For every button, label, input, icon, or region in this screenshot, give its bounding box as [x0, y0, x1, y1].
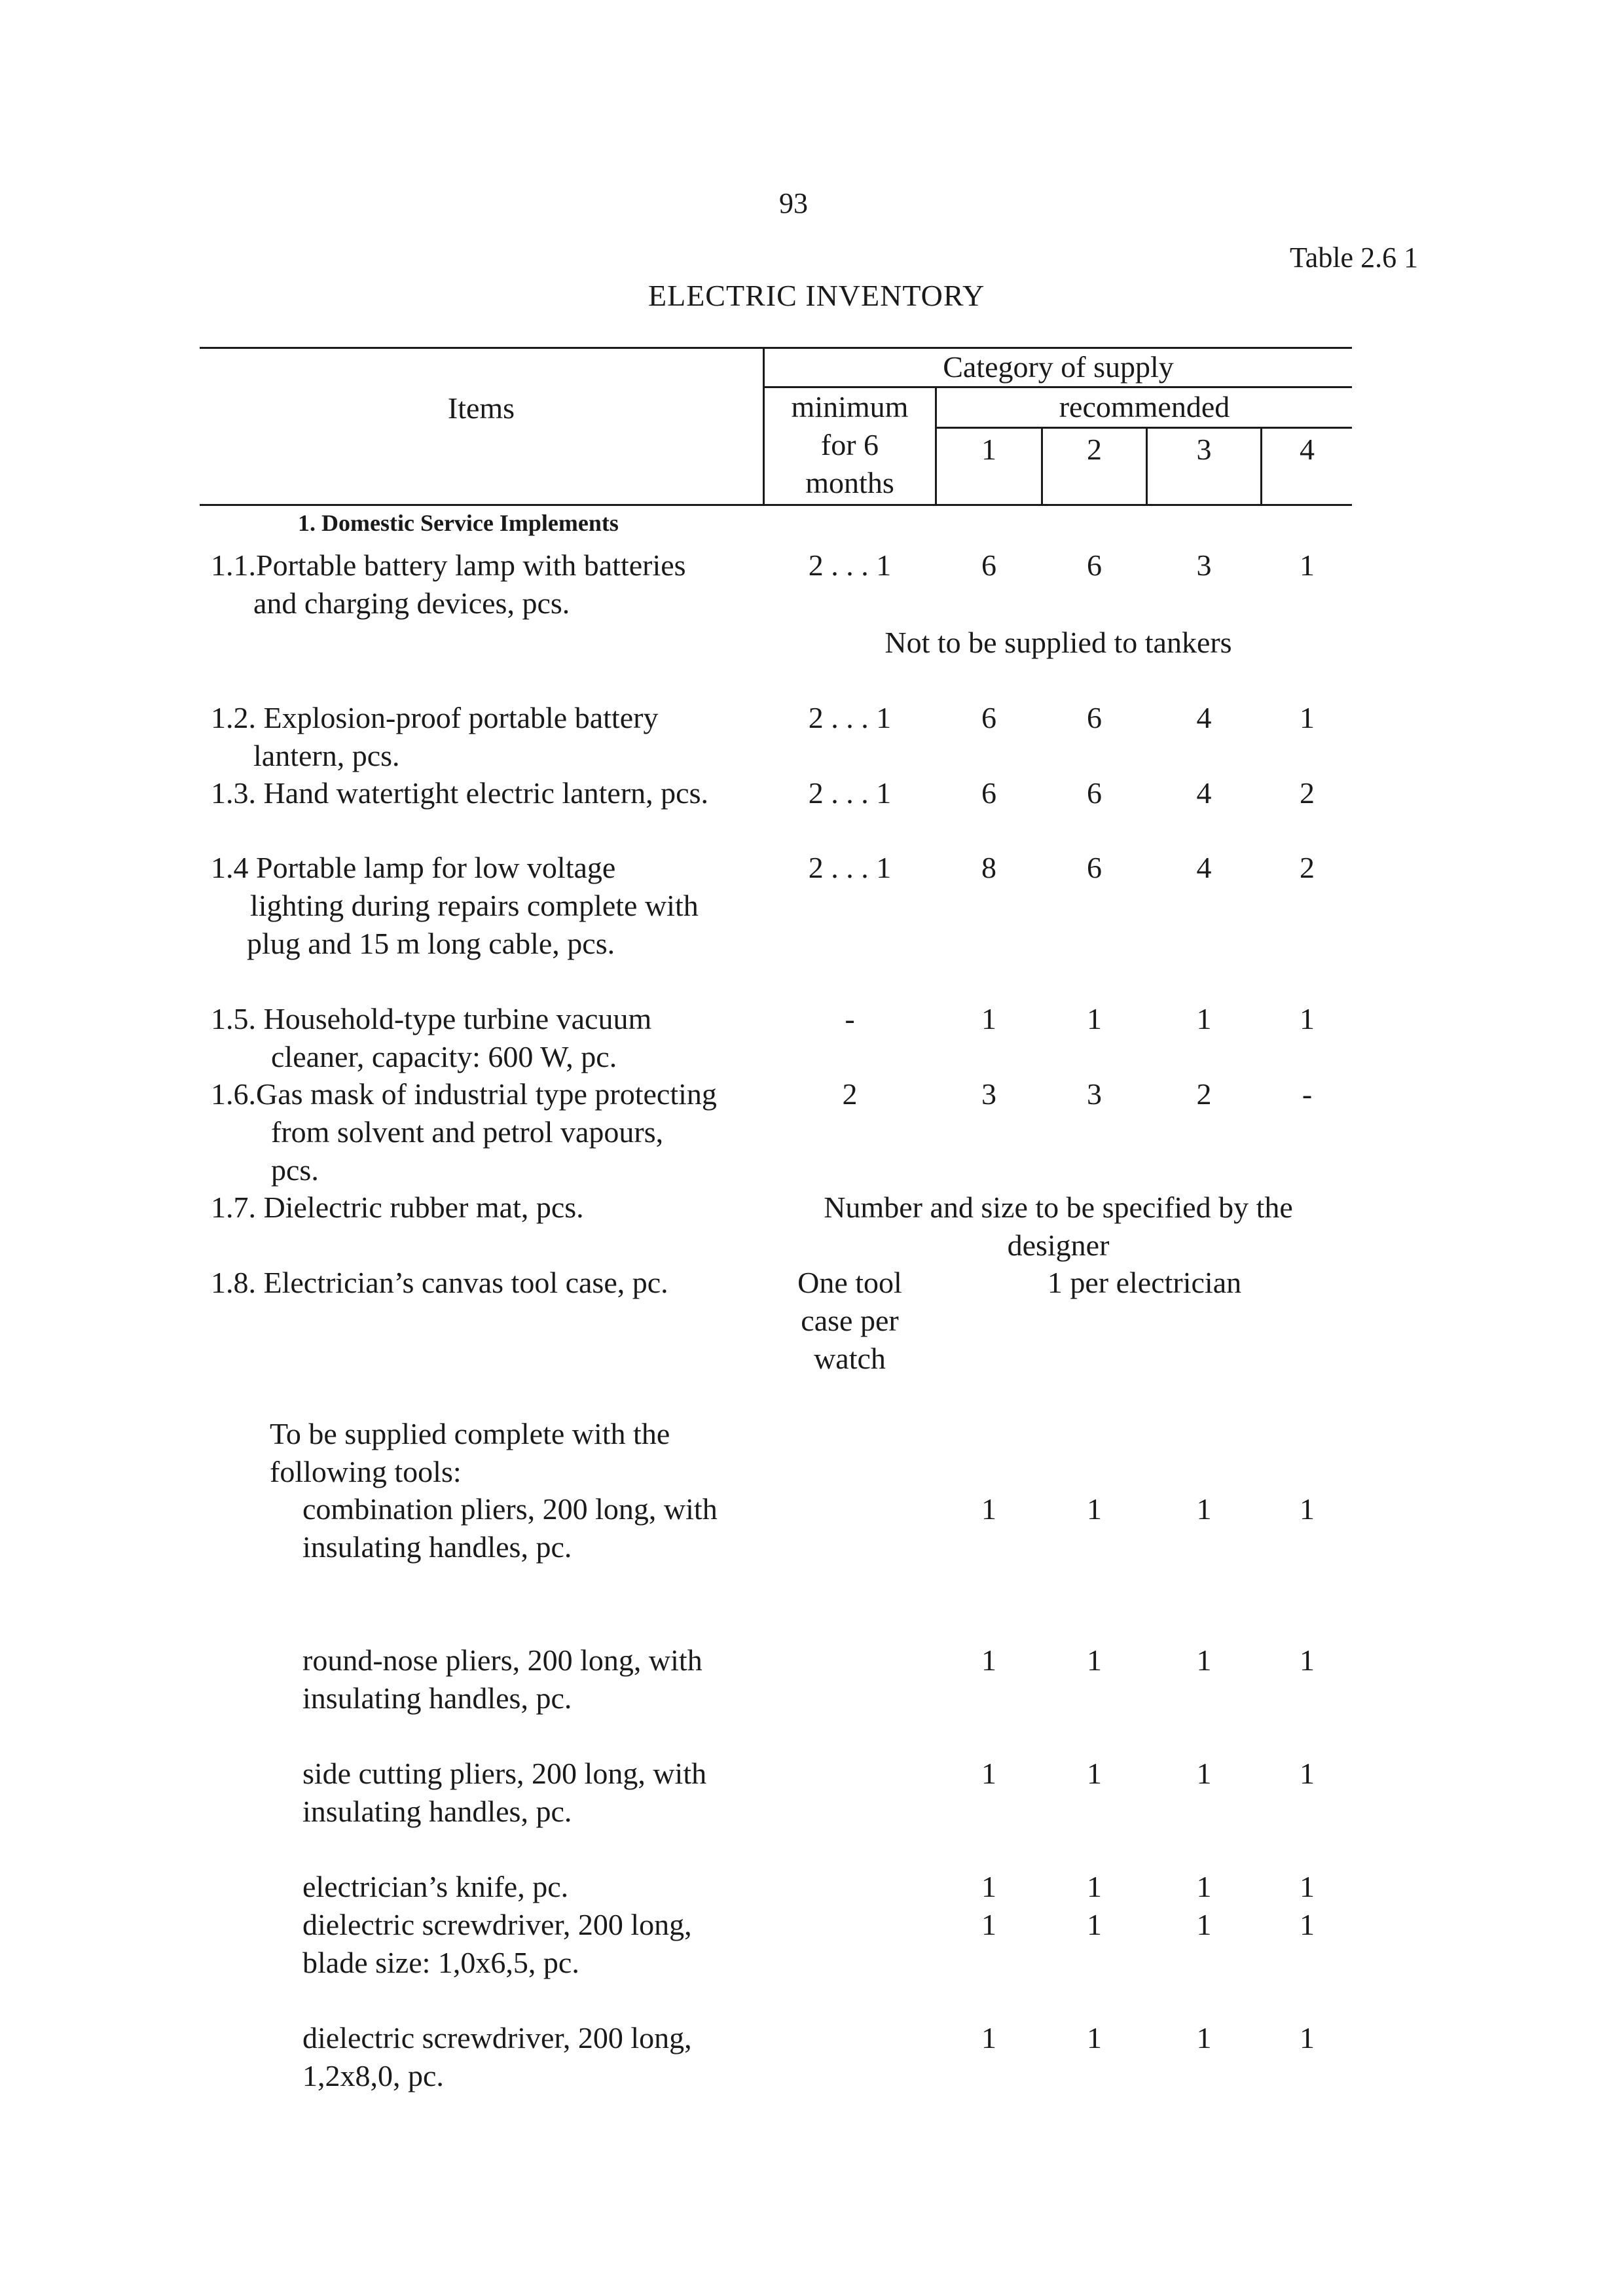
cat1-value: 1 — [981, 1492, 996, 1526]
cat4-value: 1 — [1300, 1870, 1315, 1903]
cat1-value: 1 — [981, 2021, 996, 2054]
cat2-value: 3 — [1087, 1077, 1102, 1111]
tool-text: dielectric screwdriver, 200 long, 1,2x8,0, pc. — [302, 2021, 692, 2092]
cat3-value: 1 — [1196, 1870, 1212, 1903]
item-text: 1.6.Gas mask of industrial type protecting from solvent and petrol vapours, pcs. — [211, 1077, 717, 1187]
tool-text: dielectric screwdriver, 200 long, blade size: 1,0x6,5, pc. — [302, 1908, 692, 1979]
cat2-value: 1 — [1087, 1757, 1102, 1790]
cat4-value: 1 — [1300, 2021, 1315, 2054]
items-header: Items — [447, 391, 515, 425]
cat2-value: 1 — [1087, 1870, 1102, 1903]
cat2-value: 1 — [1087, 1643, 1102, 1677]
min-value: 2 . . . 1 — [808, 851, 892, 884]
item-text: 1.2. Explosion-proof portable battery lantern, pcs. — [211, 701, 659, 772]
min-note: One tool case per watch — [797, 1266, 902, 1375]
cat3-value: 1 — [1196, 1643, 1212, 1677]
row-note: Not to be supplied to tankers — [884, 626, 1232, 659]
cat2-value: 1 — [1087, 1908, 1102, 1941]
cat2-value: 6 — [1087, 701, 1102, 734]
cat3-value: 4 — [1196, 776, 1212, 810]
item-text: 1.4 Portable lamp for low voltage lighting during repairs complete with plug and 15 m long cable, pcs. — [211, 851, 699, 960]
min-value: - — [845, 1002, 855, 1035]
tool-text: side cutting pliers, 200 long, with insulating handles, pc. — [302, 1757, 707, 1828]
cat4-value: 2 — [1300, 851, 1315, 884]
item-text: 1.8. Electrician’s canvas tool case, pc. — [211, 1266, 668, 1299]
cat2-value: 6 — [1087, 776, 1102, 810]
cat4-value: 1 — [1300, 548, 1315, 582]
cat4-value: 2 — [1300, 776, 1315, 810]
cat2-value: 1 — [1087, 1492, 1102, 1526]
item-text: 1.3. Hand watertight electric lantern, pcs. — [211, 776, 708, 810]
cat1-value: 1 — [981, 1908, 996, 1941]
cat3-value: 4 — [1196, 701, 1212, 734]
cat1-value: 6 — [981, 776, 996, 810]
cat2-value: 1 — [1087, 2021, 1102, 2054]
cat1-value: 1 — [981, 1643, 996, 1677]
cat1-value: 1 — [981, 1002, 996, 1035]
cat1-value: 6 — [981, 701, 996, 734]
cat4-value: 1 — [1300, 1908, 1315, 1941]
cat4-value: 1 — [1300, 701, 1315, 734]
cat4-value: 1 — [1300, 1492, 1315, 1526]
min-value: 2 . . . 1 — [808, 548, 892, 582]
cat1-value: 8 — [981, 851, 996, 884]
cat1-value: 3 — [981, 1077, 996, 1111]
span-note: Number and size to be specified by the designer — [824, 1191, 1293, 1262]
table-label: Table 2.6 1 — [1290, 242, 1419, 274]
category-3-header: 3 — [1196, 433, 1212, 466]
recommended-rule — [935, 427, 1352, 429]
minimum-header: minimum for 6 months — [791, 390, 909, 499]
item-text: 1.5. Household-type turbine vacuum cleaner, capacity: 600 W, pc. — [211, 1002, 652, 1073]
min-value: 2 . . . 1 — [808, 701, 892, 734]
cat4-value: - — [1302, 1077, 1313, 1111]
cat1-value: 6 — [981, 548, 996, 582]
item-text: 1.1.Portable battery lamp with batteries and charging devices, pcs. — [211, 548, 686, 620]
cat3-value: 1 — [1196, 1002, 1212, 1035]
cat3-value: 1 — [1196, 2021, 1212, 2054]
page-number: 93 — [779, 187, 808, 219]
tool-text: electrician’s knife, pc. — [302, 1870, 569, 1903]
cat1-value: 1 — [981, 1757, 996, 1790]
cat2-value: 6 — [1087, 548, 1102, 582]
page-title: ELECTRIC INVENTORY — [648, 279, 985, 312]
cat4-value: 1 — [1300, 1002, 1315, 1035]
min-value: 2 — [842, 1077, 858, 1111]
cat4-value: 1 — [1300, 1643, 1315, 1677]
cat2-value: 1 — [1087, 1002, 1102, 1035]
tool-text: round-nose pliers, 200 long, with insulating handles, pc. — [302, 1643, 702, 1715]
cat3-value: 1 — [1196, 1492, 1212, 1526]
cat3-value: 1 — [1196, 1757, 1212, 1790]
cat3-value: 2 — [1196, 1077, 1212, 1111]
tool-text: combination pliers, 200 long, with insulating handles, pc. — [302, 1492, 718, 1564]
cat1-value: 1 — [981, 1870, 996, 1903]
header-bottom-rule — [200, 504, 1352, 506]
recommended-header: recommended — [1059, 390, 1230, 423]
item-text: 1.7. Dielectric rubber mat, pcs. — [211, 1191, 584, 1224]
section-heading: 1. Domestic Service Implements — [298, 510, 619, 536]
cat3-value: 4 — [1196, 851, 1212, 884]
category-4-header: 4 — [1300, 433, 1315, 466]
cat2-value: 6 — [1087, 851, 1102, 884]
recommended-note: 1 per electrician — [1047, 1266, 1242, 1299]
tools-intro: To be supplied complete with the following tools: — [270, 1417, 670, 1488]
cat3-value: 1 — [1196, 1908, 1212, 1941]
min-value: 2 . . . 1 — [808, 776, 892, 810]
cat4-value: 1 — [1300, 1757, 1315, 1790]
cat3-value: 3 — [1196, 548, 1212, 582]
category-2-header: 2 — [1087, 433, 1102, 466]
category-header: Category of supply — [943, 350, 1174, 384]
category-1-header: 1 — [981, 433, 996, 466]
